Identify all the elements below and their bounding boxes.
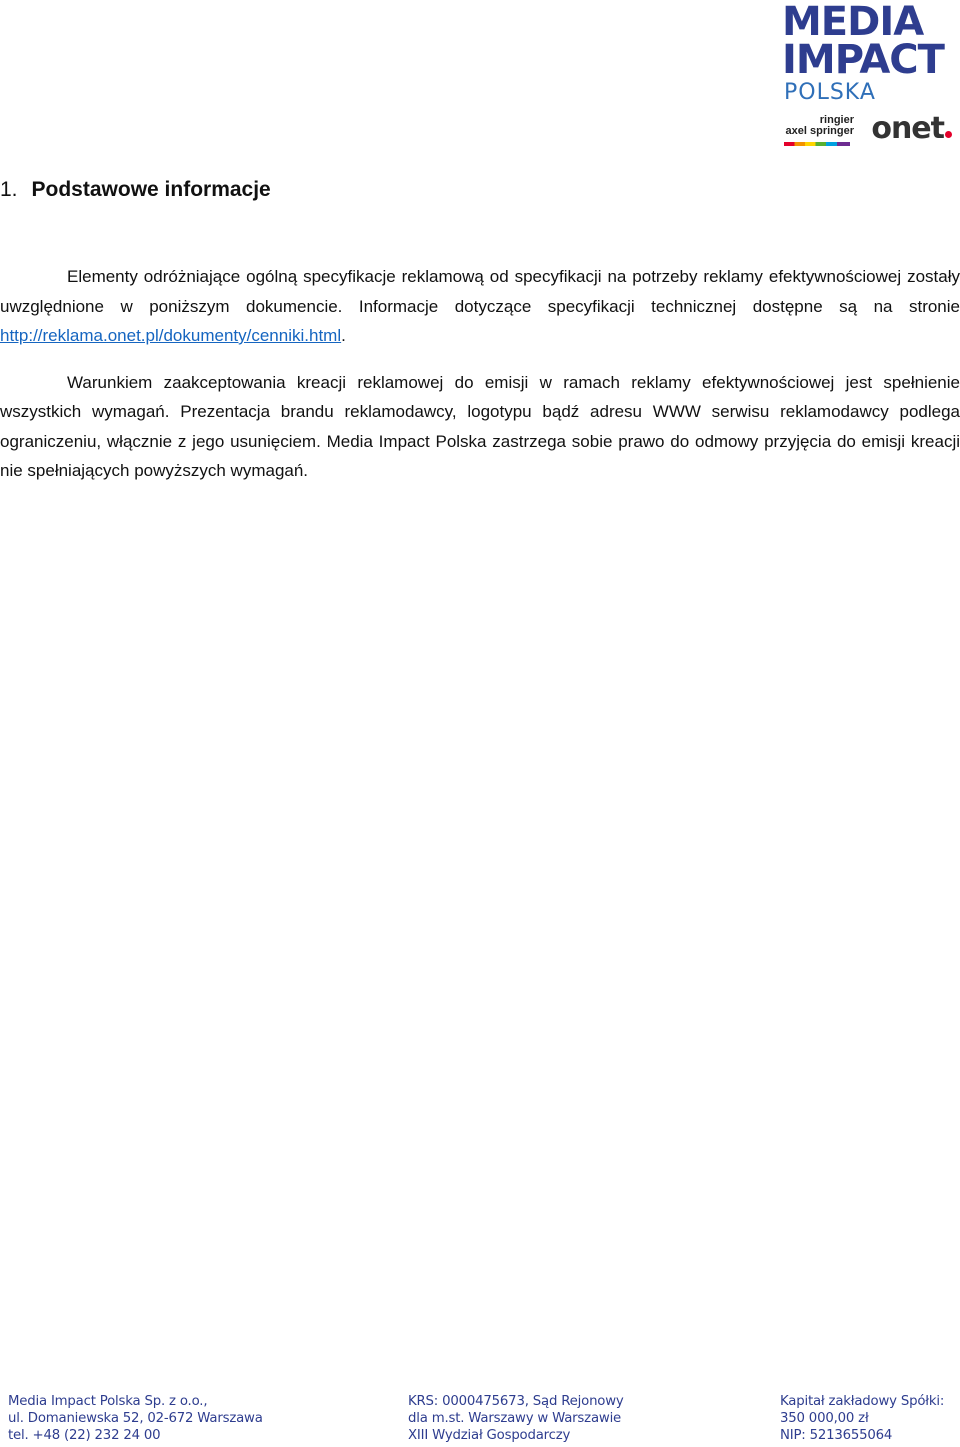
paragraph-requirements: Warunkiem zaakceptowania kreacji reklamowej do emisji w ramach reklamy efektywnościowej jest spełnienie wszystkich wymagań. Prezentacja brandu reklamodawcy, logotypu bądź adresu WWW serwisu reklamodawcy podlega ograniczeniu, włącznie z jego usunięciem. Media Impact Polska zastrzega sobie prawo do odmowy przyjęcia do emisji kreacji nie spełniających powyższych wymagań. (0, 372, 960, 480)
footer-company-name: Media Impact Polska Sp. z o.o., (8, 1394, 208, 1409)
paragraph-intro (0, 262, 960, 351)
page-footer (8, 1393, 952, 1445)
footer-nip: NIP: 5213655064 (780, 1428, 893, 1443)
document-body (0, 262, 960, 486)
footer-capital-label: Kapitał zakładowy Spółki: (780, 1394, 945, 1409)
footer-court: dla m.st. Warszawy w Warszawie (408, 1411, 622, 1426)
section-title: Podstawowe informacje (31, 178, 271, 201)
footer-division: XIII Wydział Gospodarczy (408, 1428, 571, 1443)
footer-capital-amount: 350 000,00 zł (780, 1411, 869, 1426)
paragraph-intro-end: . (341, 326, 346, 345)
paragraph-intro-text: Elementy odróżniające ogólną specyfikacje reklamową od specyfikacji na potrzeby reklamy efektywnościowej zostały uwzględnione w poniższym dokumencie. Informacje dotyczące specyfikacji technicznej dostępne są na stronie (0, 267, 960, 316)
footer-street: ul. Domaniewska 52, 02-672 Warszawa (8, 1411, 263, 1426)
partner-logos (780, 111, 956, 148)
footer-krs: KRS: 0000475673, Sąd Rejonowy (408, 1394, 624, 1409)
footer-phone: tel. +48 (22) 232 24 00 (8, 1428, 161, 1443)
logo-line-media: MEDIA (782, 0, 924, 45)
axel-springer-label: axel springer (785, 125, 854, 138)
color-stripe (784, 142, 850, 146)
logo-line-impact: IMPACT (782, 37, 944, 83)
onet-dot-icon (945, 131, 952, 138)
media-impact-logo (780, 2, 956, 152)
specification-link[interactable]: http://reklama.onet.pl/dokumenty/cenniki.html (0, 326, 342, 345)
section-number: 1. (0, 178, 18, 201)
onet-label: onet (871, 111, 944, 146)
onet-logo (871, 111, 952, 146)
section-heading (0, 176, 271, 204)
logo-line-polska: POLSKA (784, 80, 876, 105)
ringier-label: ringier (819, 113, 854, 126)
ringier-axel-springer-logo (784, 115, 854, 138)
footer-capital (780, 1393, 944, 1444)
footer-registration (408, 1393, 624, 1444)
footer-company-address (8, 1393, 263, 1444)
